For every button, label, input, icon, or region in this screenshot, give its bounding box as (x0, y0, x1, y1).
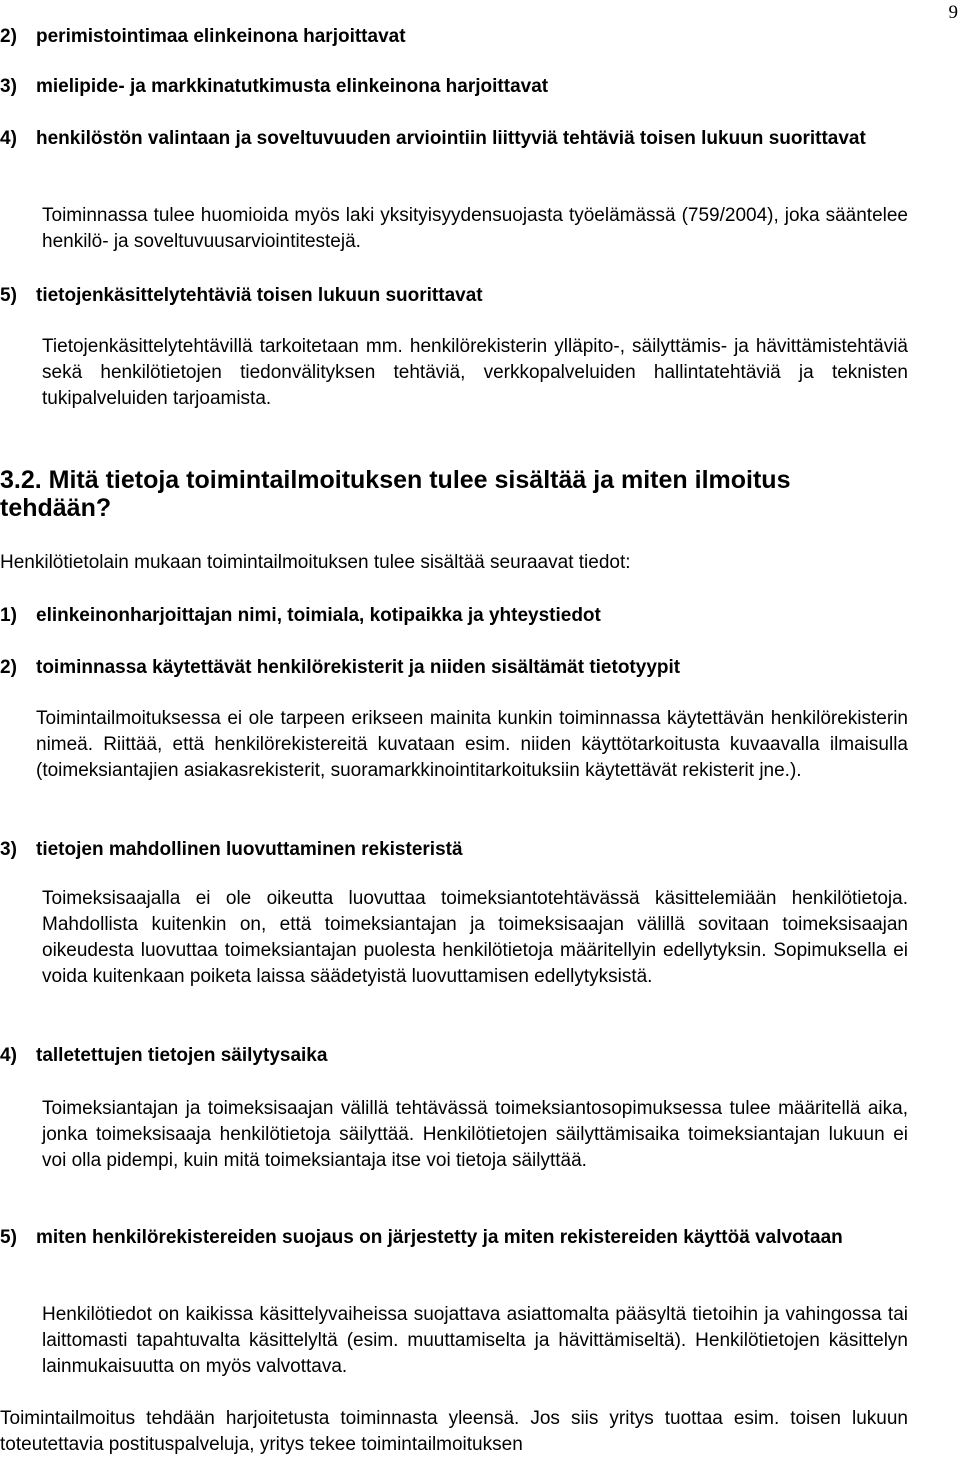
list-item-text: talletettujen tietojen säilytysaika (36, 1045, 328, 1066)
paragraph-item4: Toimeksiantajan ja toimeksisaajan välillä tehtävässä toimeksiantosopimuksessa tulee määritellä aika, jonka toimeksisaaja henkilötietoja säilyttää. Henkilötietojen säilyttämisaika toimeksiantajan lukuun ei voi olla pidempi, kuin mitä toimeksiantaja itse voi tietoja säilyttää. (42, 1098, 908, 1171)
list-item-number: 4) (0, 1045, 17, 1066)
paragraph-final: Toimintailmoitus tehdään harjoitetusta toiminnasta yleensä. Jos siis yritys tuottaa esim. toisen lukuun toteutettavia postituspalveluja, yritys tekee toimintailmoituksen (0, 1408, 908, 1455)
list-item-text: tietojenkäsittelytehtäviä toisen lukuun suorittavat (36, 285, 483, 306)
list-item (0, 603, 900, 629)
list-item-number: 3) (0, 76, 17, 97)
paragraph-tietojenkasittely: Tietojenkäsittelytehtävillä tarkoitetaan mm. henkilörekisterin ylläpito-, säilyttämis- ja hävittämistehtäviä sekä henkilötietojen tiedonvälityksen tehtäviä, verkkopalveluiden hallintatehtäviä ja teknisten tukipalveluiden tarjoamista. (42, 336, 908, 409)
list-item (0, 1225, 900, 1251)
list-item-number: 5) (0, 285, 17, 306)
list-item-number: 5) (0, 1227, 17, 1248)
list-item-text: henkilöstön valintaan ja soveltuvuuden arviointiin liittyviä tehtäviä toisen lukuun suorittavat (36, 128, 866, 149)
list-item-number: 3) (0, 839, 17, 860)
list-item-text: mielipide- ja markkinatutkimusta elinkeinona harjoittavat (36, 76, 549, 97)
list-item-text: miten henkilörekistereiden suojaus on järjestetty ja miten rekistereiden käyttöä valvotaan (36, 1227, 843, 1248)
section-heading: 3.2. Mitä tietoja toimintailmoituksen tulee sisältää ja miten ilmoitus tehdään? (0, 466, 791, 522)
paragraph-item3: Toimeksisaajalla ei ole oikeutta luovuttaa toimeksiantotehtävässä käsittelemiään henkilötietoja. Mahdollista kuitenkin on, että toimeksiantajan ja toimeksisaajan välillä sovitaan toimeksisaajan oikeudesta luovuttaa toimeksiantajan puolesta henkilötietoja määritellyin edellytyksin. Sopimuksella ei voida kuitenkaan poiketa laissa säädetyistä luovuttamisen edellytyksistä. (42, 888, 908, 987)
list-item-text: perimistointimaa elinkeinona harjoittavat (36, 26, 406, 47)
list-item-number: 2) (0, 657, 17, 678)
paragraph-item5: Henkilötiedot on kaikissa käsittelyvaiheissa suojattava asiattomalta pääsyltä tietoihin ja vahingossa tai laittomasti tapahtuvalta käsittelyltä (esim. muuttamiselta ja hävittämiseltä). Henkilötietojen käsittelyn lainmukaisuutta on myös valvottava. (42, 1304, 908, 1377)
paragraph-item2: Toimintailmoituksessa ei ole tarpeen erikseen mainita kunkin toiminnassa käytettävän henkilörekisterin nimeä. Riittää, että henkilörekistereitä kuvataan esim. niiden käyttötarkoitusta kuvaavalla ilmaisulla (toimeksiantajien asiakasrekisterit, suoramarkkinointitarkoituksiin käytettävät rekisterit jne.). (36, 708, 908, 781)
list-item-text: tietojen mahdollinen luovuttaminen rekisteristä (36, 839, 463, 860)
list-item-text: elinkeinonharjoittajan nimi, toimiala, kotipaikka ja yhteystiedot (36, 605, 601, 626)
list-item-number: 2) (0, 26, 17, 47)
list-item (0, 283, 900, 309)
intro-text: Henkilötietolain mukaan toimintailmoituksen tulee sisältää seuraavat tiedot: (0, 552, 631, 573)
list-item (0, 126, 900, 152)
paragraph-tyoelama: Toiminnassa tulee huomioida myös laki yksityisyydensuojasta työelämässä (759/2004), joka sääntelee henkilö- ja soveltuvuusarviointitestejä. (42, 205, 908, 252)
list-item-number: 4) (0, 128, 17, 149)
list-item-number: 1) (0, 605, 17, 626)
list-item-text: toiminnassa käytettävät henkilörekisterit ja niiden sisältämät tietotyypit (36, 657, 681, 678)
list-item (0, 837, 900, 863)
list-item (0, 74, 900, 100)
list-item (0, 1043, 900, 1069)
list-item (0, 655, 900, 681)
list-item (0, 24, 900, 50)
page-number: 9 (948, 2, 958, 23)
